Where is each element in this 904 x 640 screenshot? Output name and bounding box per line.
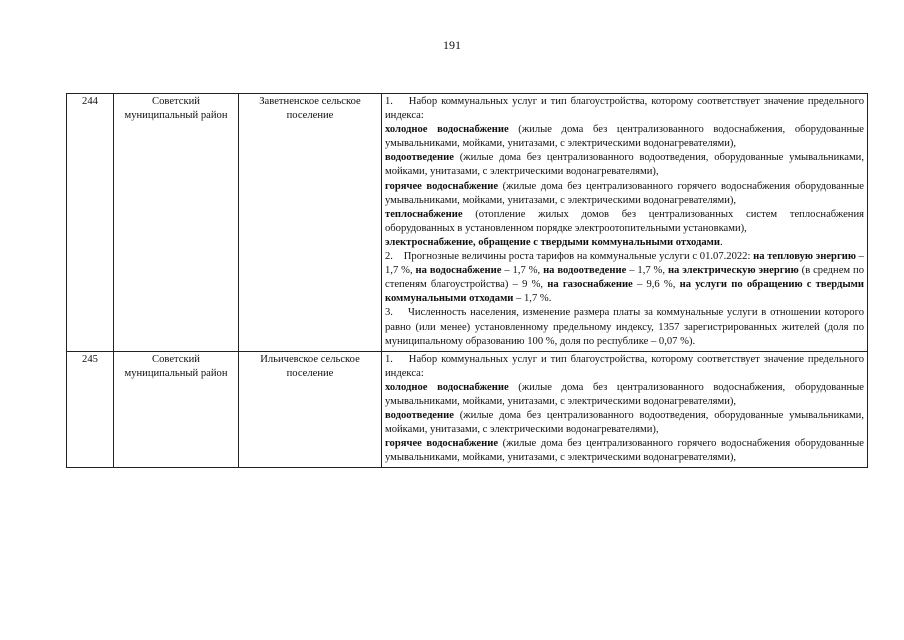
service-heating bbox=[385, 208, 864, 236]
tariff-value: – 1,7 %, bbox=[501, 265, 544, 277]
service-text: . bbox=[719, 236, 723, 248]
tariff-label: на газоснабжение bbox=[547, 279, 633, 291]
service-label: теплоснабжение bbox=[385, 208, 463, 220]
service-hot-water bbox=[385, 180, 864, 208]
service-label: водоотведение bbox=[385, 152, 454, 164]
service-sewerage bbox=[385, 151, 864, 179]
tariff-value: – 1,7 %, bbox=[385, 251, 864, 277]
item-1-intro: 1. Набор коммунальных услуг и тип благоустройства, которому соответствует значение предельного индекса: bbox=[385, 96, 864, 122]
service-hot-water bbox=[385, 437, 864, 465]
service-text: (жилые дома без централизованного водоснабжения, оборудованные умывальниками, мойками, унитазами, с электрическими водонагревателями), bbox=[385, 381, 864, 407]
service-text: (жилые дома без централизованного водоотведения, оборудованные умывальниками, мойками, унитазами, с электрическими водонагревателями), bbox=[385, 152, 864, 178]
row-number: 244 bbox=[67, 94, 114, 352]
item-3-population: 3. Численность населения, изменение размера платы за коммунальные услуги в отношении которого равно (или менее) установленному предельному индексу, 1357 зарегистрированных жителей (доля по муниципальному образованию 100 %, доля по республике – 0,07 %). bbox=[385, 307, 864, 347]
table-row bbox=[67, 94, 868, 352]
row-number: 245 bbox=[67, 351, 114, 468]
tariff-value: – 1,7 %. bbox=[513, 293, 552, 305]
service-label: электроснабжение, обращение с твердыми коммунальными отходами bbox=[385, 236, 720, 248]
service-text: (жилые дома без централизованного горячего водоснабжения оборудованные умывальниками, мойками, унитазами, с электрическими водонагревателями), bbox=[385, 438, 864, 464]
settlement-cell: Ильичевское сельское поселение bbox=[239, 351, 382, 468]
tariff-label: на тепловую энергию bbox=[753, 251, 856, 263]
tariff-label: на водоснабжение bbox=[415, 265, 502, 277]
tariff-value: – 9,6 %, bbox=[632, 279, 680, 291]
tariff-value: (в среднем по степеням благоустройства) – 9 %, bbox=[385, 265, 865, 291]
item-1-intro: 1. Набор коммунальных услуг и тип благоустройства, которому соответствует значение предельного индекса: bbox=[385, 353, 864, 379]
service-cold-water bbox=[385, 123, 864, 151]
service-label: холодное водоснабжение bbox=[385, 124, 509, 136]
service-label: холодное водоснабжение bbox=[385, 381, 509, 393]
service-label: водоотведение bbox=[385, 410, 454, 422]
service-cold-water bbox=[385, 381, 864, 409]
tariff-label: на электрическую энергию bbox=[667, 265, 799, 277]
settlement-cell: Заветненское сельское поселение bbox=[239, 94, 382, 352]
table-row bbox=[67, 351, 868, 468]
item-2-tariffs bbox=[385, 250, 864, 306]
service-label: горячее водоснабжение bbox=[385, 438, 499, 450]
district-cell: Советский муниципальный район bbox=[114, 94, 239, 352]
description-cell bbox=[382, 351, 868, 468]
service-text: (жилые дома без централизованного водоснабжения, оборудованные умывальниками, мойками, унитазами, с электрическими водонагревателями), bbox=[385, 124, 864, 150]
tariff-label: на услуги по обращению с твердыми коммунальными отходами bbox=[385, 279, 864, 305]
tariff-label: на водоотведение bbox=[543, 265, 627, 277]
service-sewerage bbox=[385, 409, 864, 437]
description-cell bbox=[382, 94, 868, 352]
tariff-value: – 1,7 %, bbox=[626, 265, 668, 277]
service-text: (отопление жилых домов без централизованных систем теплоснабжения оборудованных в установленном порядке электроотопительными установками), bbox=[385, 208, 864, 234]
service-label: горячее водоснабжение bbox=[385, 180, 499, 192]
district-cell: Советский муниципальный район bbox=[114, 351, 239, 468]
item-2-intro: 2. Прогнозные величины роста тарифов на коммунальные услуги с 01.07.2022: bbox=[385, 251, 754, 263]
service-text: (жилые дома без централизованного водоотведения, оборудованные умывальниками, мойками, унитазами, с электрическими водонагревателями), bbox=[385, 410, 864, 436]
service-text: (жилые дома без централизованного горячего водоснабжения оборудованные умывальниками, мойками, унитазами, с электрическими водонагревателями), bbox=[385, 180, 864, 206]
page-number: 191 bbox=[443, 38, 461, 52]
index-table bbox=[66, 93, 868, 468]
service-electricity-waste bbox=[385, 236, 864, 250]
